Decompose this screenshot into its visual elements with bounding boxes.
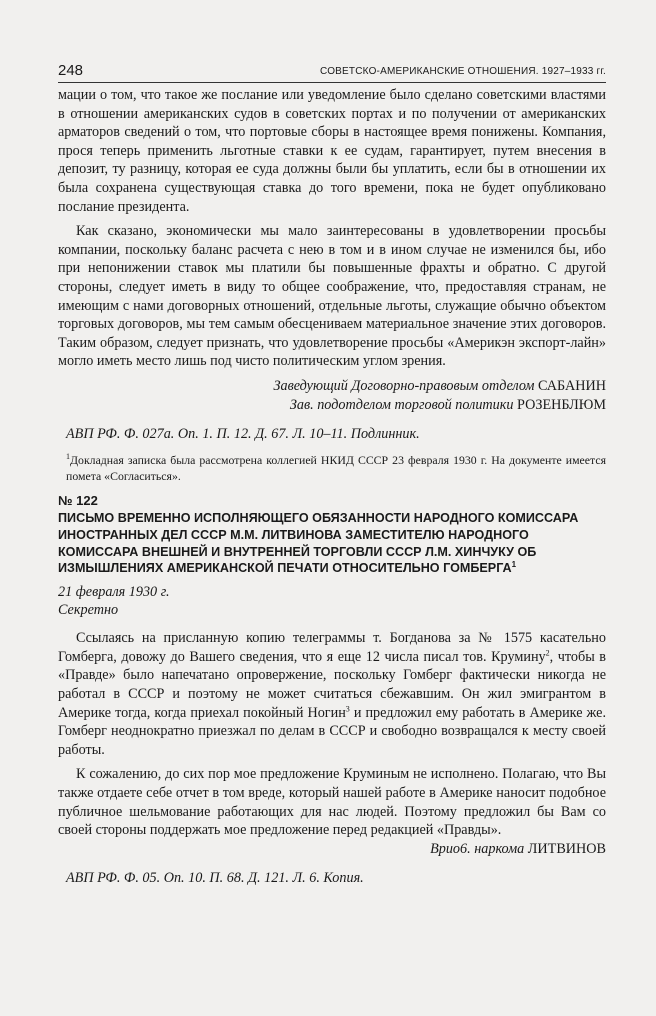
footnote-mark: 2 xyxy=(545,648,550,658)
text-run: Ссылаясь на присланную копию телеграммы т. Богданова за № 1575 касательно Гомберга, довожу до Вашего сведения, что я еще 12 числа писал тов. Крумину xyxy=(58,630,606,665)
doc121-signature-1 xyxy=(58,377,606,396)
doc122-archive-reference: АВП РФ. Ф. 05. Оп. 10. П. 68. Д. 121. Л. 6. Копия. xyxy=(66,869,364,886)
signature-name: РОЗЕНБЛЮМ xyxy=(517,396,606,413)
doc121-signature-2 xyxy=(58,396,606,415)
doc122-number: № 122 xyxy=(58,492,98,508)
text-run: и предложил ему работать в Америке же. Гомберг неоднократно приезжал по делам в СССР и свободно возвращался к месту своей работы. xyxy=(58,704,606,758)
signature-role: Зав. подотделом торговой политики xyxy=(289,396,514,413)
page-body xyxy=(58,86,606,887)
footnote-mark: 1 xyxy=(66,451,70,461)
doc122-title xyxy=(58,510,606,577)
footnote-text: Докладная записка была рассмотрена коллегией НКИД СССР 23 февраля 1930 г. На документе имеется помета «Согласиться». xyxy=(66,452,606,483)
doc122-signature xyxy=(58,840,606,859)
text-run: , чтобы в «Правде» было напечатано опровержение, поскольку Гомберг фактически никогда не работал в СССР и поэтому не может считаться сбежавшим. Он жил эмигрантом в Америке тогда, когда приехал покойный Ногин xyxy=(58,648,606,721)
page-number: 248 xyxy=(58,62,84,79)
page-header xyxy=(58,62,606,83)
doc122-classification: Секретно xyxy=(58,602,119,619)
doc121-footnote xyxy=(58,452,606,484)
signature-name: САБАНИН xyxy=(538,377,606,394)
running-title: СОВЕТСКО-АМЕРИКАНСКИЕ ОТНОШЕНИЯ. 1927–1933 гг. xyxy=(320,66,606,77)
doc122-paragraph-2: К сожалению, до сих пор мое предложение Круминым не исполнено. Полагаю, что Вы также отдаете себе отчет в том вреде, который нашей работе в Америке наносит подобное публичное шельмование работающих для нас людей. Поэтому предложил бы Вам со своей стороны поддержать мое предложение перед редакцией «Правды». xyxy=(58,766,606,839)
doc122-date: 21 февраля 1930 г. xyxy=(58,584,170,601)
footnote-mark: 1 xyxy=(511,560,517,570)
doc122-paragraph-1 xyxy=(58,629,606,759)
doc121-paragraph-2: Как сказано, экономически мы мало заинтересованы в удовлетворении просьбы компании, поскольку баланс расчета с нею в том и в ином случае не изменился бы, ибо при непонижении ставок мы платили бы повышенные фрахты и обратно. С другой стороны, следует иметь в виду то общее соображение, что, предоставляя странам, не имеющим с нами договорных отношений, отдельные льготы, служащие обычно объектом торговых договоров, мы тем самым обесцениваем материальное значение этих договоров. Таким образом, следует признать, что удовлетворение просьбы «Америкэн экспорт-лайн» могло иметь место лишь под чисто политическим углом зрения. xyxy=(58,223,606,370)
doc121-paragraph-1: мации о том, что такое же послание или уведомление было сделано советскими властями в отношении американских судов в советских портах и по получении от американских арматоров сведений о том, что портовые сборы в настоящее время понижены. Компания, прося теперь применить льготные ставки к ее судам, гарантирует, путем внесения в депозит, ту разницу, которая ее суда должны были бы уплатить, если бы в отношении их была сохранена существующая ставка до того времени, пока не будет опубликовано послание президента. xyxy=(58,87,606,215)
doc121-archive-reference: АВП РФ. Ф. 027а. Оп. 1. П. 12. Д. 67. Л. 10–11. Подлинник. xyxy=(66,425,420,442)
signature-role: Врио6. наркома xyxy=(430,840,525,857)
signature-name: ЛИТВИНОВ xyxy=(527,840,606,857)
footnote-mark: 3 xyxy=(345,703,350,713)
signature-role: Заведующий Договорно-правовым отделом xyxy=(273,377,535,394)
doc122-title-text: ПИСЬМО ВРЕМЕННО ИСПОЛНЯЮЩЕГО ОБЯЗАННОСТИ НАРОДНОГО КОМИССАРА ИНОСТРАННЫХ ДЕЛ СССР М.М. ЛИТВИНОВА ЗАМЕСТИТЕЛЮ НАРОДНОГО КОМИССАРА ВНЕШНЕЙ И ВНУТРЕННЕЙ ТОРГОВЛИ СССР Л.М. ХИНЧУКУ ОБ ИЗМЫШЛЕНИЯХ АМЕРИКАНСКОЙ ПЕЧАТИ ОТНОСИТЕЛЬНО ГОМБЕРГА xyxy=(58,511,579,576)
